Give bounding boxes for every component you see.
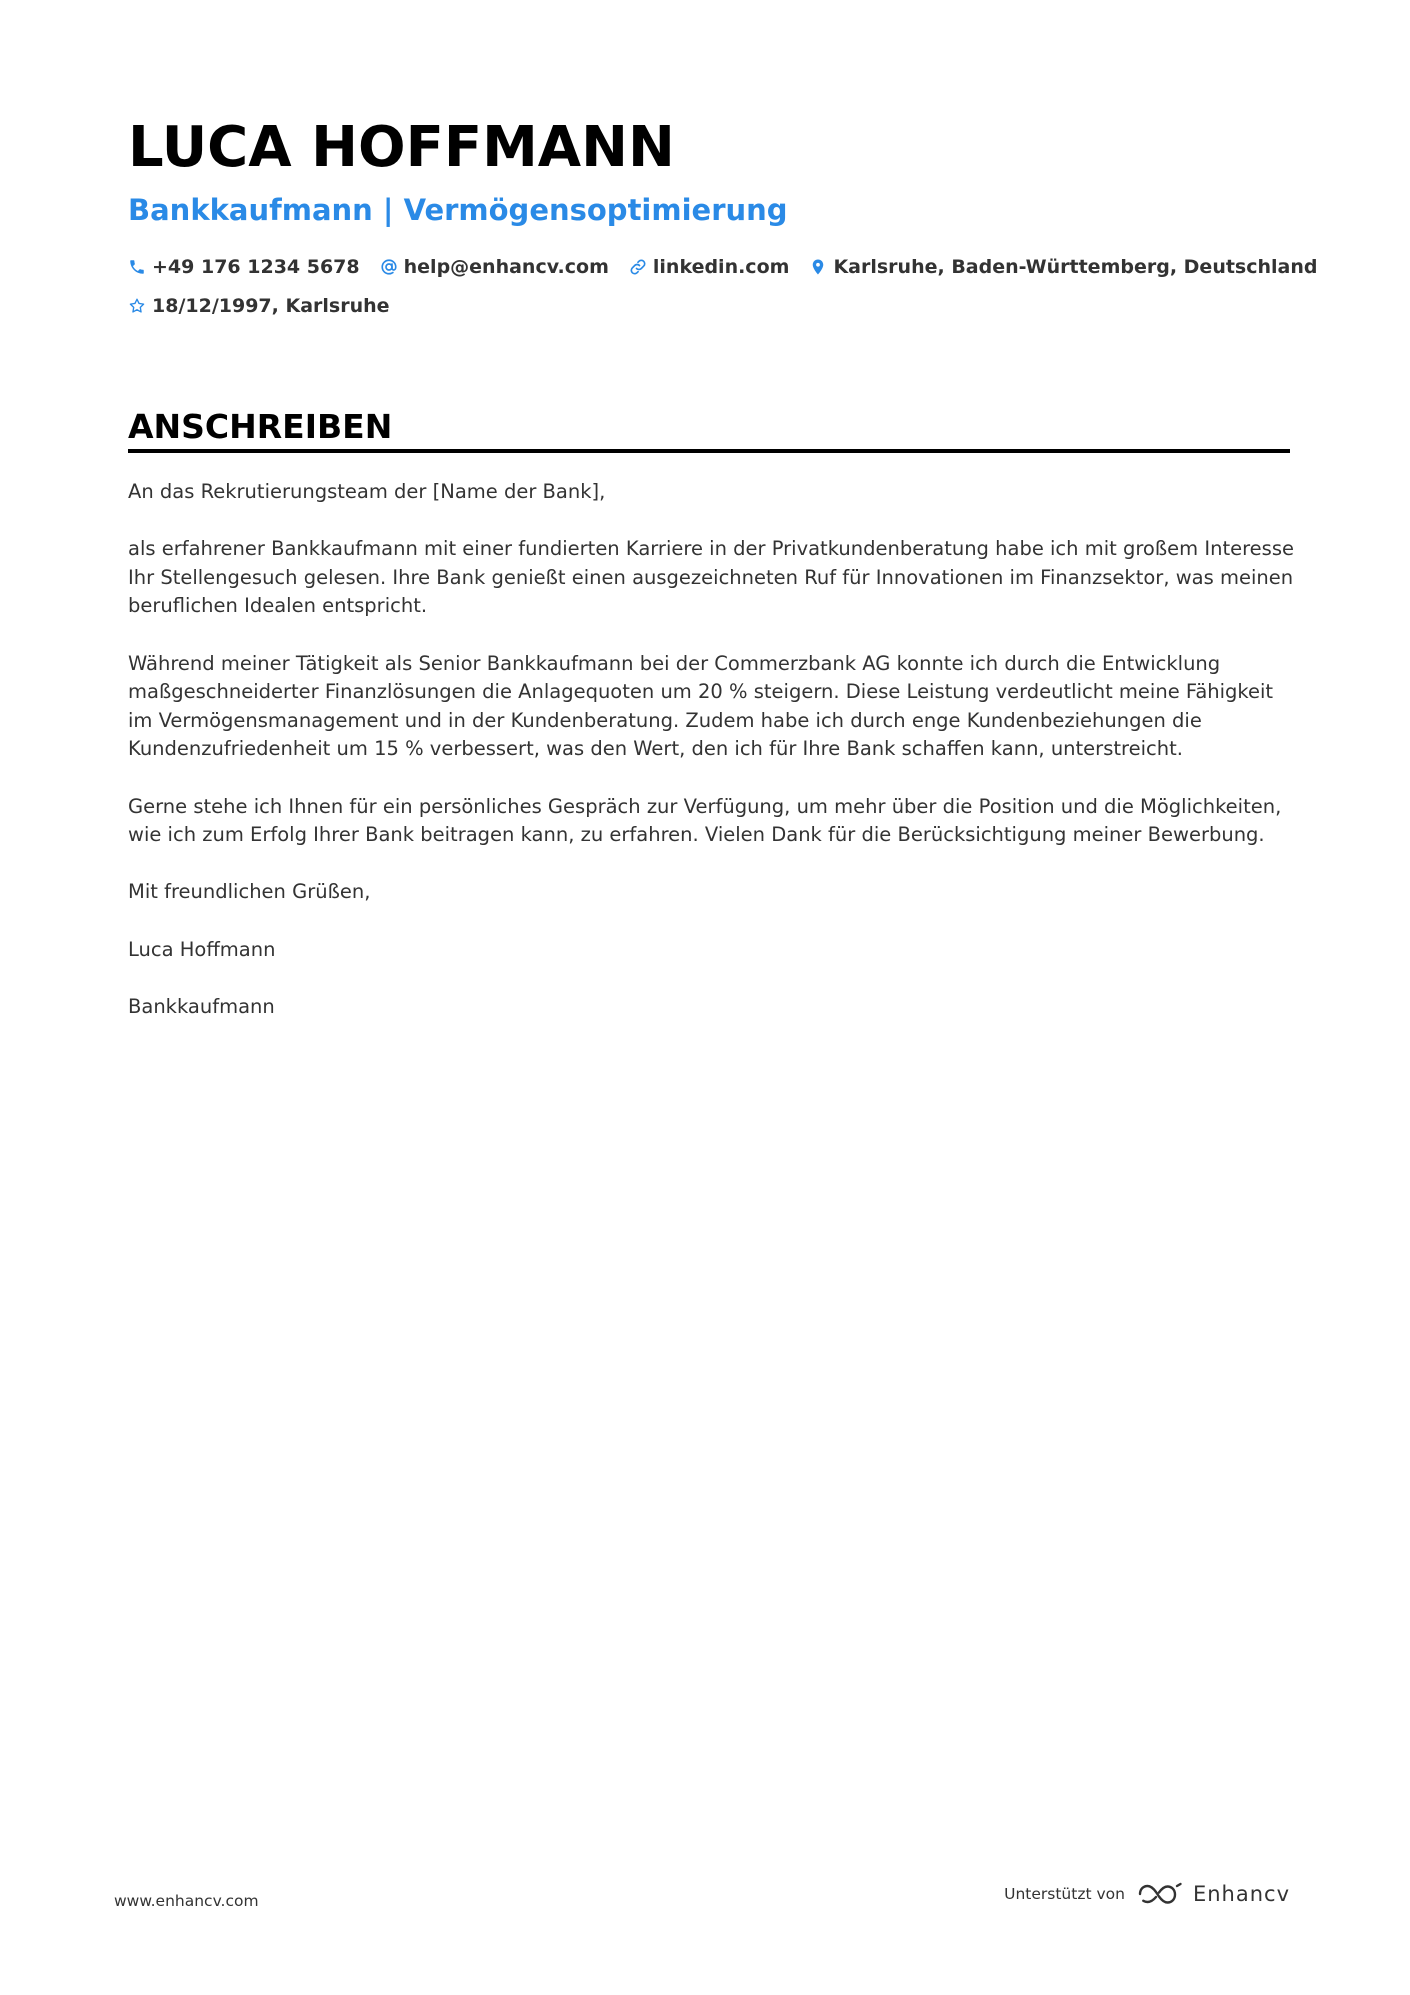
section-title: ANSCHREIBEN — [128, 407, 393, 446]
signature-title: Bankkaufmann — [128, 994, 275, 1018]
section-divider — [128, 449, 1290, 453]
candidate-name: LUCA HOFFMANN — [128, 115, 675, 180]
contact-row — [128, 252, 1337, 282]
letter-paragraph: Gerne stehe ich Ihnen für ein persönliches Gespräch zur Verfügung, um mehr über die Position und die Möglichkeiten, wie ich zum Erfolg Ihrer Bank beitragen kann, zu erfahren. Vielen Dank für die Berücksichtigung meiner Bewerbung. — [128, 794, 1282, 847]
contact-phone — [128, 256, 360, 278]
contact-birth-text: 18/12/1997, Karlsruhe — [152, 295, 390, 317]
footer-branding[interactable] — [1004, 1880, 1290, 1908]
phone-icon — [128, 258, 146, 276]
signature-name: Luca Hoffmann — [128, 937, 276, 961]
brand-name: Enhancv — [1192, 1882, 1290, 1906]
star-icon — [128, 297, 146, 315]
enhancv-logo-icon — [1137, 1880, 1183, 1908]
footer-website[interactable]: www.enhancv.com — [114, 1892, 259, 1910]
letter-paragraph: als erfahrener Bankkaufmann mit einer fundierten Karriere in der Privatkundenberatung habe ich mit großem Interesse Ihr Stellengesuch gelesen. Ihre Bank genießt einen ausgezeichneten Ruf für Innovationen im Finanzsektor, was meinen beruflichen Idealen entspricht. — [128, 537, 1294, 618]
contact-birth — [128, 295, 390, 317]
candidate-title: Bankkaufmann | Vermögensoptimierung — [128, 193, 788, 227]
letter-closing: Mit freundlichen Grüßen, — [128, 880, 371, 904]
contact-location-text: Karlsruhe, Baden-Württemberg, Deutschland — [833, 256, 1318, 278]
powered-by-label: Unterstützt von — [1004, 1885, 1125, 1903]
contact-email-text: help@enhancv.com — [403, 256, 609, 278]
at-icon — [380, 258, 398, 276]
letter-greeting: An das Rekrutierungsteam der [Name der Bank], — [128, 480, 606, 503]
location-pin-icon — [809, 258, 827, 276]
contact-linkedin[interactable] — [629, 256, 790, 278]
contact-phone-text: +49 176 1234 5678 — [152, 256, 360, 278]
letter-body — [128, 478, 1298, 1050]
link-icon — [629, 258, 647, 276]
contact-linkedin-text: linkedin.com — [652, 256, 790, 278]
contact-location — [809, 256, 1317, 278]
letter-paragraph: Während meiner Tätigkeit als Senior Bankkaufmann bei der Commerzbank AG konnte ich durch die Entwicklung maßgeschneiderter Finanzlösungen die Anlagequoten um 20 % steigern. Diese Leistung verdeutlicht meine Fähigkeit im Vermögensmanagement und in der Kundenberatung. Zudem habe ich durch enge Kundenbeziehungen die Kundenzufriedenheit um 15 % verbessert, was den Wert, den ich für Ihre Bank schaffen kann, unterstreicht. — [128, 651, 1274, 761]
contact-email[interactable] — [380, 256, 609, 278]
contact-row-2 — [128, 291, 410, 321]
